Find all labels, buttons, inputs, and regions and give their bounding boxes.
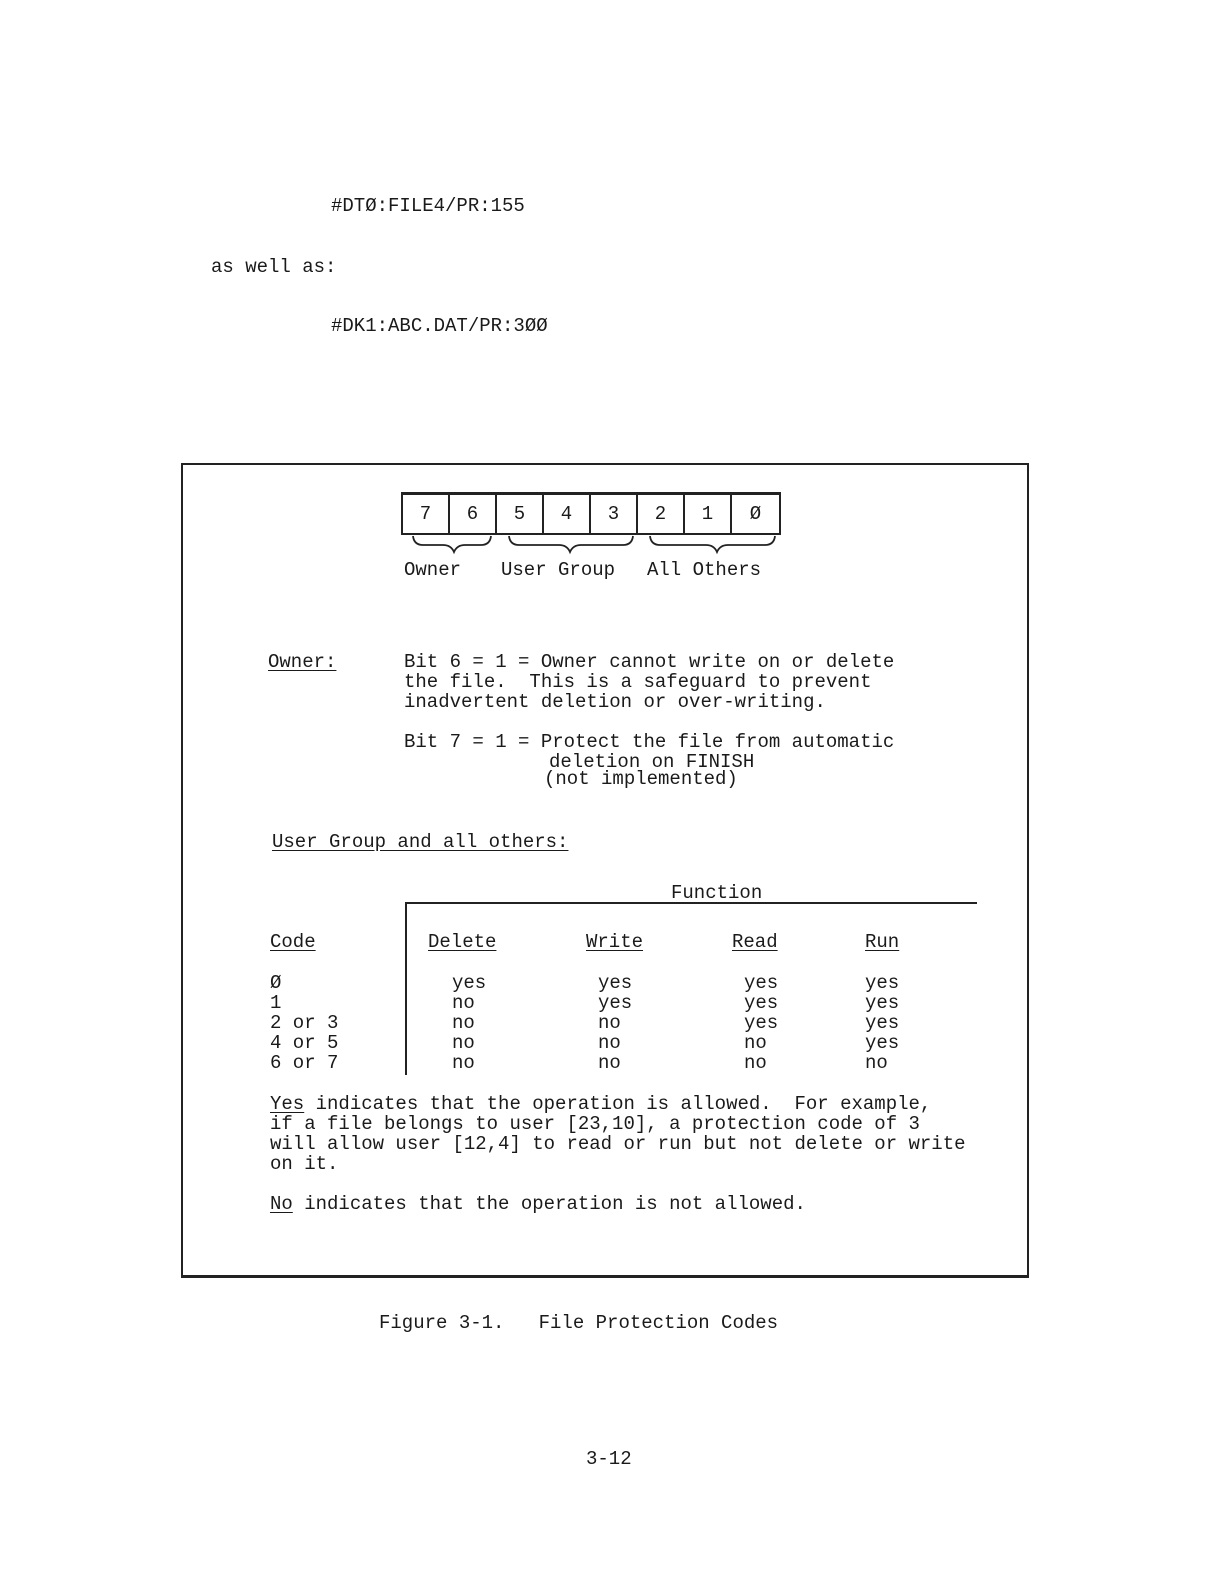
run-cell: yes	[865, 1032, 900, 1054]
yes-explanation-line-4: on it.	[270, 1153, 339, 1175]
bit7-line-3: (not implemented)	[544, 768, 738, 790]
function-rule	[406, 902, 977, 904]
bit7-line-2: deletion on FINISH	[549, 751, 755, 773]
header-code: Code	[270, 931, 316, 953]
read-cell: yes	[744, 1012, 779, 1034]
read-cell: yes	[744, 992, 779, 1014]
delete-cell: no	[452, 1012, 475, 1034]
code-cell: Ø	[270, 972, 282, 994]
no-word: No	[270, 1193, 293, 1215]
bit-cell-7: 7	[403, 495, 450, 533]
write-cell: yes	[598, 992, 633, 1014]
run-cell: no	[865, 1052, 888, 1074]
group-label-all-others: All Others	[647, 559, 762, 581]
yes-word: Yes	[270, 1093, 305, 1115]
read-cell: no	[744, 1052, 767, 1074]
bit-cell-1: 1	[685, 495, 732, 533]
bit-cell-2: 2	[638, 495, 685, 533]
owner-brace	[413, 536, 491, 552]
run-cell: yes	[865, 1012, 900, 1034]
function-heading: Function	[671, 882, 763, 904]
read-cell: no	[744, 1032, 767, 1054]
bit-cell-5: 5	[497, 495, 544, 533]
bit-register	[401, 492, 781, 535]
delete-cell: no	[452, 992, 475, 1014]
table-divider	[405, 902, 407, 1075]
write-cell: yes	[598, 972, 633, 994]
header-run: Run	[865, 931, 900, 953]
page-number: 3-12	[586, 1448, 632, 1470]
user-group-brace	[509, 536, 633, 552]
command-line-1: #DTØ:FILE4/PR:155	[331, 195, 525, 217]
write-cell: no	[598, 1032, 621, 1054]
user-group-heading: User Group and all others:	[272, 831, 569, 853]
owner-line-1: Bit 6 = 1 = Owner cannot write on or delete	[404, 651, 895, 673]
bit7-line-1: Bit 7 = 1 = Protect the file from automatic	[404, 731, 895, 753]
yes-line-1-text: indicates that the operation is allowed. For example,	[304, 1093, 932, 1115]
run-cell: yes	[865, 972, 900, 994]
group-label-owner: Owner	[404, 559, 462, 581]
code-cell: 6 or 7	[270, 1052, 339, 1074]
delete-cell: yes	[452, 972, 487, 994]
bit-cell-3: 3	[591, 495, 638, 533]
header-read: Read	[732, 931, 778, 953]
owner-label: Owner:	[268, 651, 337, 673]
yes-explanation-line-3: will allow user [12,4] to read or run but not delete or write	[270, 1133, 966, 1155]
bit-cell-0: Ø	[749, 503, 762, 525]
no-explanation-text: indicates that the operation is not allowed.	[292, 1193, 806, 1215]
no-explanation	[270, 1194, 806, 1214]
bit-cell-4: 4	[544, 495, 591, 533]
write-cell: no	[598, 1052, 621, 1074]
group-label-user-group: User Group	[501, 559, 616, 581]
code-cell: 4 or 5	[270, 1032, 339, 1054]
write-cell: no	[598, 1012, 621, 1034]
connector-text: as well as:	[211, 256, 337, 278]
code-cell: 1	[270, 992, 282, 1014]
figure-caption: Figure 3-1. File Protection Codes	[379, 1312, 779, 1334]
header-write: Write	[586, 931, 644, 953]
command-line-2: #DK1:ABC.DAT/PR:3ØØ	[331, 315, 548, 337]
owner-line-3: inadvertent deletion or over-writing.	[404, 691, 826, 713]
group-braces	[401, 532, 791, 558]
delete-cell: no	[452, 1032, 475, 1054]
all-others-brace	[650, 536, 775, 552]
owner-line-2: the file. This is a safeguard to prevent	[404, 671, 872, 693]
header-delete: Delete	[428, 931, 497, 953]
yes-explanation-line-2: if a file belongs to user [23,10], a protection code of 3	[270, 1113, 920, 1135]
read-cell: yes	[744, 972, 779, 994]
run-cell: yes	[865, 992, 900, 1014]
bit-cell-6: 6	[450, 495, 497, 533]
code-cell: 2 or 3	[270, 1012, 339, 1034]
yes-explanation-line-1	[270, 1094, 931, 1114]
delete-cell: no	[452, 1052, 475, 1074]
